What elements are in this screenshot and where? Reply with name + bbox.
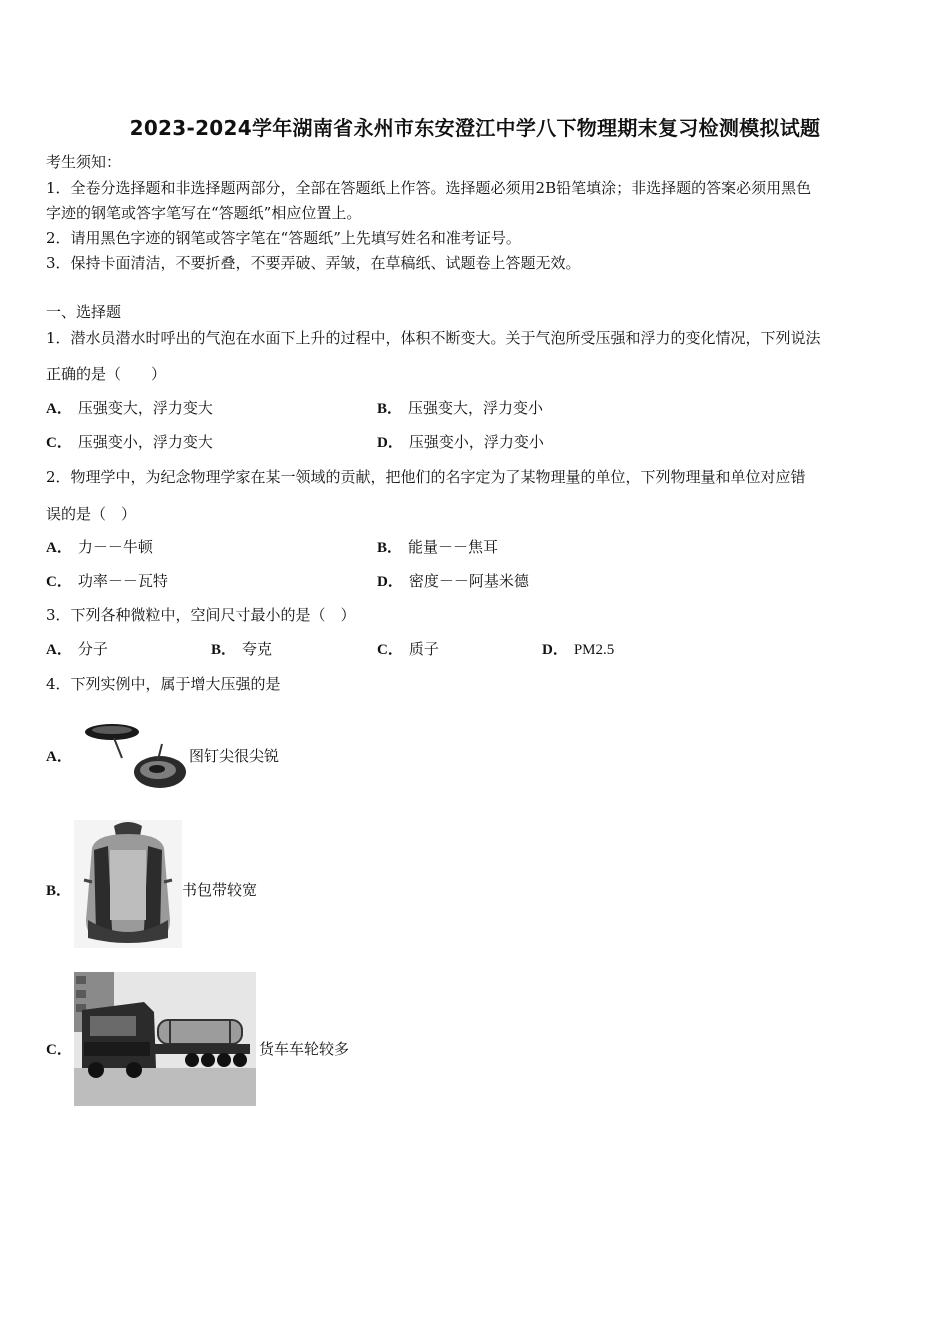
q4-option-c-caption: 货车车轮较多 bbox=[259, 1040, 350, 1058]
q4-stem: 4．下列实例中，属于增大压强的是 bbox=[46, 675, 281, 693]
q1-option-d: D． 压强变小，浮力变小 bbox=[377, 433, 544, 451]
q3-option-b: B． 夸克 bbox=[211, 640, 273, 658]
q2-stem-line2: 误的是（ ） bbox=[46, 505, 137, 523]
q2-option-a: A． 力－－牛顿 bbox=[46, 538, 153, 556]
truck-icon bbox=[74, 972, 256, 1106]
notice-item-2: 2．请用黑色字迹的钢笔或答字笔在“答题纸”上先填写姓名和准考证号。 bbox=[46, 229, 521, 247]
q3-stem: 3．下列各种微粒中，空间尺寸最小的是（ ） bbox=[46, 606, 356, 624]
q2-option-b: B． 能量－－焦耳 bbox=[377, 538, 499, 556]
notice-item-1-cont: 字迹的钢笔或答字笔写在“答题纸”相应位置上。 bbox=[46, 204, 362, 222]
page-title: 2023-2024学年湖南省永州市东安澄江中学八下物理期末复习检测模拟试题 bbox=[129, 116, 821, 140]
q1-option-b: B． 压强变大，浮力变小 bbox=[377, 399, 544, 417]
q1-stem-line2: 正确的是（ ） bbox=[46, 365, 167, 383]
q2-option-c: C． 功率－－瓦特 bbox=[46, 572, 168, 590]
q3-option-a: A． 分子 bbox=[46, 640, 108, 658]
q1-option-c: C． 压强变小，浮力变大 bbox=[46, 433, 213, 451]
notice-item-1: 1．全卷分选择题和非选择题两部分，全部在答题纸上作答。选择题必须用2B铅笔填涂；非选择题的答案必须用黑色 bbox=[46, 179, 812, 197]
exam-page: 2023-2024学年湖南省永州市东安澄江中学八下物理期末复习检测模拟试题 考生须知： 1．全卷分选择题和非选择题两部分，全部在答题纸上作答。选择题必须用2B铅笔填涂；非选择题的答案必须用黑色 字迹的钢笔或答字笔写在“答题纸”相应位置上。 2．请用黑色字迹的钢笔或答字笔在“答题纸”上先填写姓名和准考证号。 3．保持卡面清洁，不要折叠，不要弄破、弄皱，在草稿纸、试题卷上答题无效。 一、选择题 1．潜水员潜水时呼出的气泡在水面下上升的过程中，体积不断变大。关于气泡所受压强和浮力的变化情况，下列说法 正确的是（ ） A． 压强变大，浮力变大 B． 压强变大，浮力变小 C． 压强变小，浮力变大 D． 压强变小，浮力变小 2．物理学中，为纪念物理学家在某一领域的贡献，把他们的名字定为了某物理量的单位，下列物理量和单位对应错 误的是（ ） A． 力－－牛顿 B． 能量－－焦耳 C． 功率－－瓦特 D． 密度－－阿基米德 3．下列各种微粒中，空间尺寸最小的是（ ） A． 分子 B． 夸克 C． 质子 D． PM2.5 4．下列实例中，属于增大压强的是 A． 图钉尖很尖锐 B． 书包带较宽 C． 货车车轮较多 bbox=[0, 0, 950, 1344]
q4-option-b-caption: 书包带较宽 bbox=[182, 881, 258, 899]
q4-option-a-caption: 图钉尖很尖锐 bbox=[189, 747, 280, 765]
notice-heading: 考生须知： bbox=[46, 153, 122, 171]
q1-option-a: A． 压强变大，浮力变大 bbox=[46, 399, 213, 417]
q1-stem-line1: 1．潜水员潜水时呼出的气泡在水面下上升的过程中，体积不断变大。关于气泡所受压强和浮力的变化情况，下列说法 bbox=[46, 329, 821, 347]
backpack-icon bbox=[74, 820, 182, 948]
notice-item-3: 3．保持卡面清洁，不要折叠，不要弄破、弄皱，在草稿纸、试题卷上答题无效。 bbox=[46, 254, 581, 272]
q3-option-d: D． PM2.5 bbox=[542, 642, 615, 658]
q2-option-d: D． 密度－－阿基米德 bbox=[377, 572, 529, 590]
thumbtack-icon bbox=[82, 718, 188, 792]
q3-option-c: C． 质子 bbox=[377, 640, 439, 658]
section-heading: 一、选择题 bbox=[46, 303, 122, 321]
q2-stem-line1: 2．物理学中，为纪念物理学家在某一领域的贡献，把他们的名字定为了某物理量的单位，下列物理量和单位对应错 bbox=[46, 468, 806, 486]
